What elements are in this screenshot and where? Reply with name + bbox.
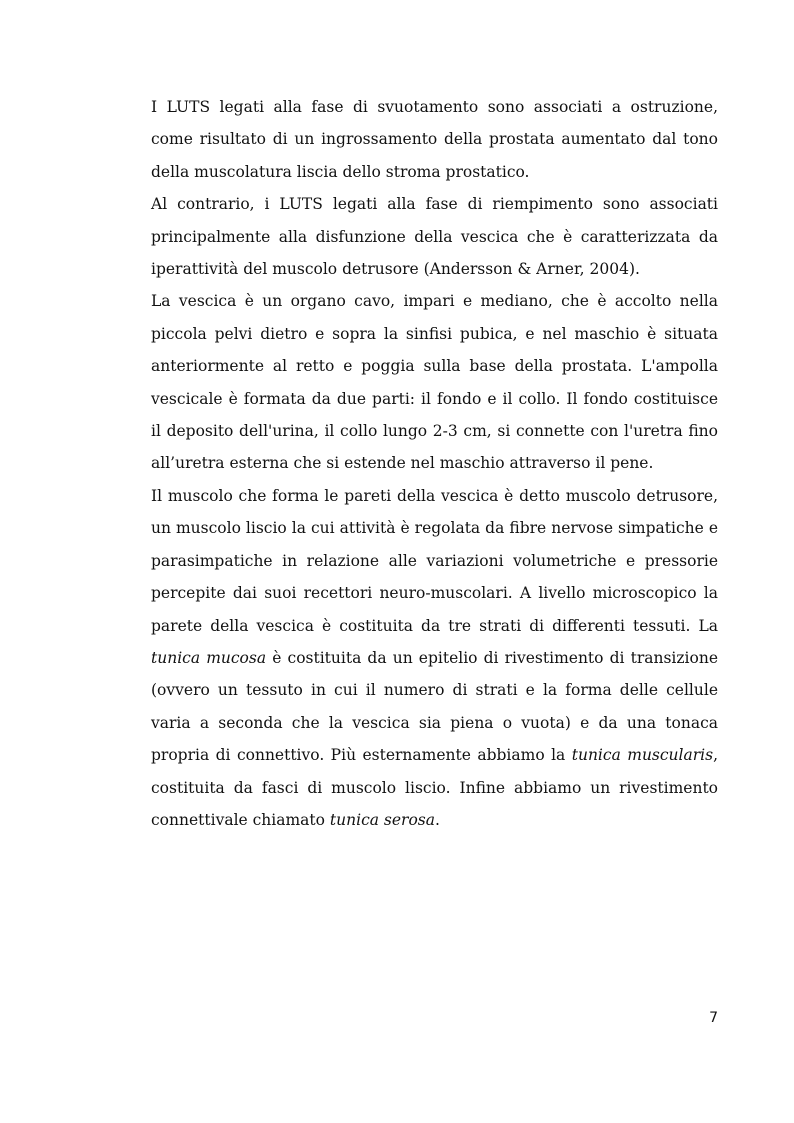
paragraph-text: Al contrario, i LUTS legati alla fase di riempimento sono associati principalmente alla disfunzione della vescica che è caratterizzata da iperattività del muscolo detrusore (Andersson & Arner, 2004). <box>151 195 718 279</box>
paragraph-muscolo-detrusore <box>151 480 718 836</box>
paragraph-text: . <box>435 810 440 829</box>
paragraph-text: I LUTS legati alla fase di svuotamento sono associati a ostruzione, come risultato di un ingrossamento della prostata aumentato dal tono della muscolatura liscia dello stroma prostatico. <box>151 98 718 181</box>
body-text <box>151 91 718 836</box>
italic-term-tunica-muscularis: tunica muscularis <box>571 746 714 765</box>
paragraph-luts-svuotamento <box>151 91 718 188</box>
paragraph-vescica-anatomia <box>151 285 718 479</box>
page-number: 7 <box>709 1010 718 1026</box>
italic-term-tunica-serosa: tunica serosa <box>329 810 435 829</box>
paragraph-text: , costituita da fasci di muscolo liscio. Infine abbiamo un rivestimento connettivale chiamato <box>151 746 718 829</box>
paragraph-luts-riempimento <box>151 188 718 285</box>
paragraph-text: è costituita da un epitelio di rivestimento di transizione (ovvero un tessuto in cui il numero di strati e la forma delle cellule varia a seconda che la vescica sia piena o vuota) e da una tonaca propria di connettivo. Più esternamente abbiamo la <box>151 648 718 765</box>
italic-term-tunica-mucosa: tunica mucosa <box>151 648 267 667</box>
paragraph-text: La vescica è un organo cavo, impari e mediano, che è accolto nella piccola pelvi dietro e sopra la sinfisi pubica, e nel maschio è situata anteriormente al retto e poggia sulla base della prostata. L'ampolla vescicale è formata da due parti: il fondo e il collo. Il fondo costituisce il deposito dell'urina, il collo lungo 2-3 cm, si connette con l'uretra fino all’uretra esterna che si estende nel maschio attraverso il pene. <box>151 292 718 473</box>
paragraph-text: Il muscolo che forma le pareti della vescica è detto muscolo detrusore, un muscolo liscio la cui attività è regolata da fibre nervose simpatiche e parasimpatiche in relazione alle variazioni volumetriche e pressorie percepite dai suoi recettori neuro-muscolari. A livello microscopico la parete della vescica è costituita da tre strati di differenti tessuti. La <box>151 486 718 635</box>
